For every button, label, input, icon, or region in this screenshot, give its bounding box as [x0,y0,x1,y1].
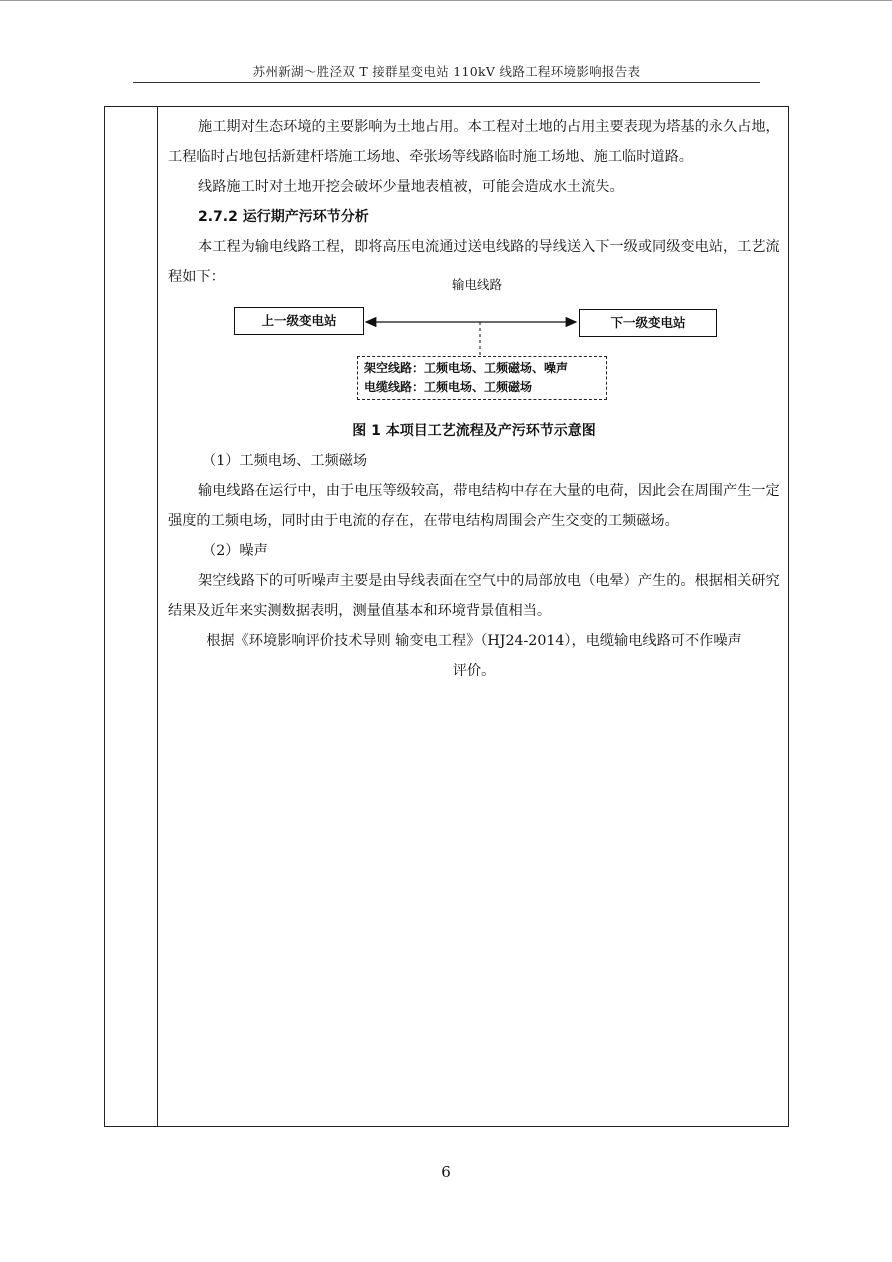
table-left-column-divider [157,107,158,1126]
process-flow-diagram [168,277,780,416]
figure-caption: 图 1 本项目工艺流程及产污环节示意图 [352,423,596,439]
cable-line-note: 电缆线路：工频电场、工频磁场 [364,380,533,394]
page-top-edge [0,0,892,1]
paragraph-em-field: 输电线路在运行中，由于电压等级较高，带电结构中存在大量的电荷，因此会在周围产生一定强度的工频电场，同时由于电流的存在，在带电结构周围会产生交变的工频磁场。 [168,483,780,529]
subsection-title-noise: （2）噪声 [202,543,268,559]
paragraph-noise: 架空线路下的可听噪声主要是由导线表面在空气中的局部放电（电晕）产生的。根据相关研究结果及近年来实测数据表明，测量值基本和环境背景值相当。 [168,573,780,619]
subsection-title-em-field: （1）工频电场、工频磁场 [202,453,368,469]
overhead-line-note: 架空线路：工频电场、工频磁场、噪声 [364,361,569,375]
paragraph-soil-erosion: 线路施工时对土地开挖会破坏少量地表植被，可能会造成水土流失。 [198,179,624,195]
section-heading: 2.7.2 运行期产污环节分析 [198,209,369,225]
pollution-notes-box [357,356,607,400]
main-content [168,112,780,686]
downstream-substation-box: 下一级变电站 [579,309,717,337]
paragraph-guideline-line1: 根据《环境影响评价技术导则 输变电工程》（HJ24-2014），电缆输电线路可不作噪声 [206,633,742,649]
running-header: 苏州新湖～胜泾双 T 接群星变电站 110kV 线路工程环境影响报告表 [252,64,641,79]
header-rule [133,82,760,83]
transmission-line-label: 输电线路 [452,277,503,292]
paragraph-process-intro: 本工程为输电线路工程，即将高压电流通过送电线路的导线送入下一级或同级变电站，工艺流程如下： [168,239,780,285]
page-number: 6 [441,1163,451,1181]
paragraph-guideline-line2: 评价。 [452,663,496,679]
paragraph-construction-impact: 施工期对生态环境的主要影响为土地占用。本工程对土地的占用主要表现为塔基的永久占地，工程临时占地包括新建杆塔施工场地、牵张场等线路临时施工场地、施工临时道路。 [168,119,780,165]
upstream-substation-box: 上一级变电站 [234,307,364,335]
